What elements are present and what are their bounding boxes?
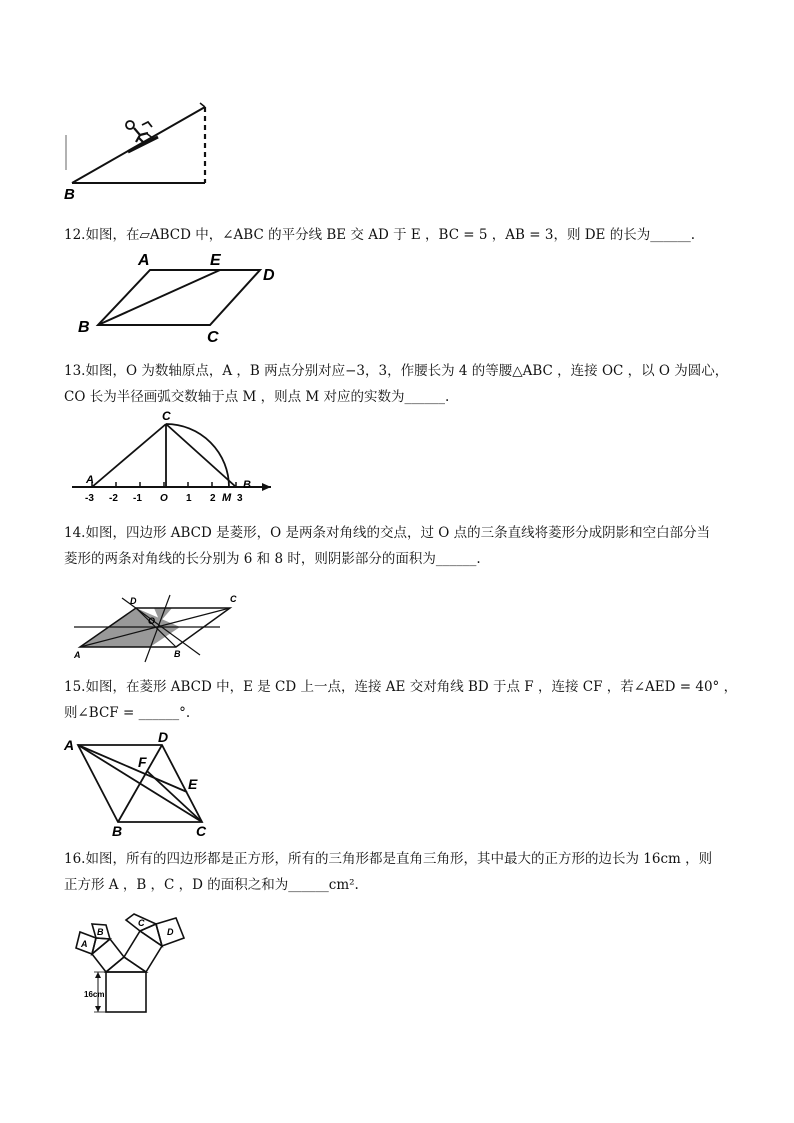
question-14: [64, 520, 734, 572]
q14-label-c: C: [230, 594, 237, 604]
q15-figure: [62, 730, 227, 838]
question-15-text-2: 则∠BCF = ______°.: [64, 705, 191, 721]
q12-label-b: B: [78, 319, 90, 336]
question-16-text-1: 16.如图，所有的四边形都是正方形，所有的三角形都是直角三角形，其中最大的正方形的边长为 16cm ，则: [64, 851, 713, 867]
q13-tick-neg2: -2: [109, 493, 118, 504]
question-16: [64, 846, 734, 898]
q14-label-a: A: [74, 650, 81, 660]
q14-label-b: B: [174, 649, 181, 659]
q13-label-m: M: [222, 492, 232, 504]
question-13-text-2: CO 长为半径画弧交数轴于点 M ，则点 M 对应的实数为______.: [64, 389, 450, 405]
q15-label-e: E: [188, 776, 198, 792]
q11-label-b: B: [64, 186, 75, 203]
q12-label-e: E: [210, 252, 221, 269]
question-14-text-2: 菱形的两条对角线的长分别为 6 和 8 时，则阴影部分的面积为______.: [64, 551, 481, 567]
q13-label-b: B: [243, 479, 251, 491]
question-15-text-1: 15.如图，在菱形 ABCD 中，E 是 CD 上一点，连接 AE 交对角线 BD 于点 F ，连接 CF ，若∠AED = 40° ，: [64, 679, 738, 695]
q15-label-d: D: [158, 730, 169, 745]
q16-label-c: C: [138, 918, 145, 928]
q12-label-d: D: [263, 267, 275, 284]
question-15: [64, 674, 738, 726]
q13-tick-origin: O: [160, 493, 168, 504]
question-12: [64, 222, 734, 248]
q15-label-f: F: [138, 754, 147, 770]
q16-label-b: B: [97, 927, 104, 937]
q16-label-side: 16cm: [84, 990, 105, 999]
q11-figure: [60, 95, 220, 205]
question-16-text-2: 正方形 A ，B ，C ，D 的面积之和为______cm².: [64, 877, 359, 893]
q13-tick-3: 3: [237, 493, 243, 504]
question-14-text-1: 14.如图，四边形 ABCD 是菱形，O 是两条对角线的交点，过 O 点的三条直线将菱形分成阴影和空白部分当: [64, 525, 711, 541]
q14-figure: [70, 590, 250, 665]
question-13-text-1: 13.如图，O 为数轴原点，A ，B 两点分别对应−3，3，作腰长为 4 的等腰△ABC ，连接 OC ，以 O 为圆心，: [64, 363, 729, 379]
q13-tick-1: 1: [186, 493, 192, 504]
q16-figure: [66, 900, 206, 1020]
q13-label-c: C: [162, 410, 171, 423]
q16-label-d: D: [167, 927, 174, 937]
q13-tick-neg3: -3: [85, 493, 94, 504]
q12-label-a: A: [138, 252, 150, 269]
q12-figure: [70, 250, 290, 345]
q13-figure: [66, 410, 276, 505]
q16-label-a: A: [81, 939, 88, 949]
q15-label-c: C: [196, 823, 207, 838]
q13-tick-neg1: -1: [133, 493, 142, 504]
q13-label-a: A: [86, 474, 94, 486]
q14-label-o: O: [148, 616, 156, 626]
question-13: [64, 358, 734, 410]
q12-label-c: C: [207, 329, 219, 345]
q15-label-b: B: [112, 823, 123, 838]
q13-tick-2: 2: [210, 493, 216, 504]
q15-label-a: A: [64, 737, 75, 753]
question-12-text: 12.如图，在▱ABCD 中，∠ABC 的平分线 BE 交 AD 于 E ，BC = 5 ，AB = 3，则 DE 的长为______.: [64, 227, 695, 243]
q14-label-d: D: [130, 596, 137, 606]
